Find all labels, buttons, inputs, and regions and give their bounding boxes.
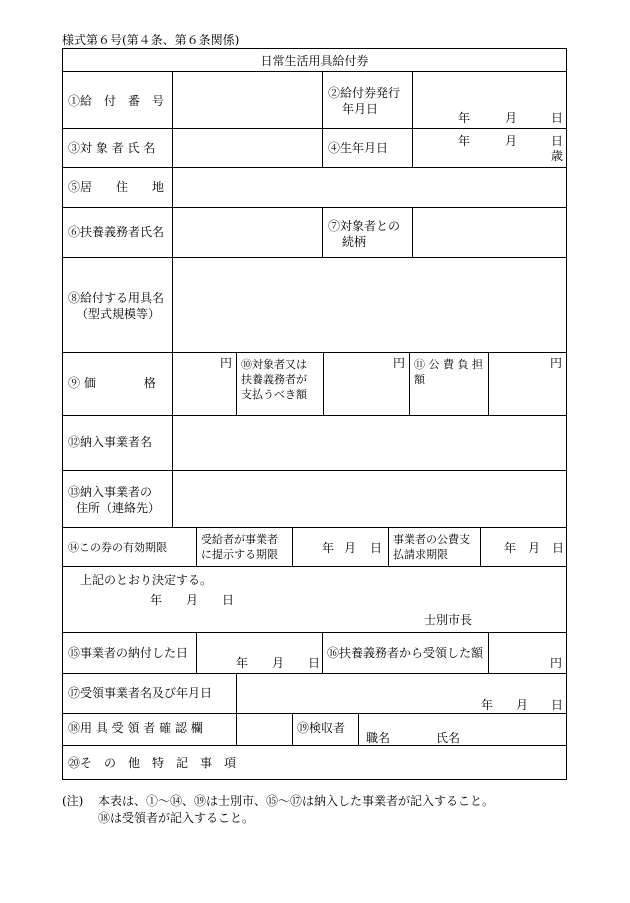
notes-label: (注) bbox=[62, 794, 84, 808]
claim-day-unit: 日 bbox=[552, 541, 565, 555]
claim-deadline-label: 事業者の公費支 bbox=[393, 533, 470, 546]
claim-month-unit: 月 bbox=[528, 541, 541, 555]
item-label-2: （型式規模等） bbox=[76, 307, 161, 321]
claim-year-unit: 年 bbox=[504, 541, 517, 555]
relation-label-2: 続柄 bbox=[342, 235, 367, 249]
validity-label: ⑭この券の有効期限 bbox=[68, 541, 167, 554]
relation-label: ⑦対象者との bbox=[328, 219, 401, 233]
delivery-date-label: ⑮事業者の納付した日 bbox=[68, 646, 189, 660]
receipt-year-unit: 年 bbox=[481, 698, 494, 712]
delivery-day-unit: 日 bbox=[308, 656, 321, 670]
subject-pay-yen-unit: 円 bbox=[393, 356, 406, 370]
voucher-number-label: ①給 付 番 号 bbox=[68, 94, 165, 108]
address-label: ⑤居 住 地 bbox=[68, 180, 165, 194]
claim-deadline-label-2: 払請求期限 bbox=[393, 548, 448, 561]
receipt-month-unit: 月 bbox=[516, 698, 529, 712]
supplier-name-label: ⑫納入事業者名 bbox=[68, 435, 153, 449]
issue-date-label-2: 年月日 bbox=[342, 102, 379, 116]
remarks-label: ⑳そ の 他 特 記 事 項 bbox=[68, 756, 237, 770]
item-label: ⑧給付する用具名 bbox=[68, 291, 165, 305]
job-title-label: 職名 bbox=[366, 731, 391, 745]
issue-year-unit: 年 bbox=[458, 111, 471, 125]
birth-year-unit: 年 bbox=[458, 134, 471, 148]
subject-name-label: ③対 象 者 氏 名 bbox=[68, 141, 156, 155]
age-unit: 歳 bbox=[551, 149, 564, 163]
form-title: 日常生活用具給付券 bbox=[260, 54, 369, 68]
birth-month-unit: 月 bbox=[505, 134, 518, 148]
decision-year-unit: 年 bbox=[150, 593, 163, 607]
receipt-business-label: ⑰受領事業者名及び年月日 bbox=[68, 686, 213, 700]
mayor-label: 士別市長 bbox=[424, 613, 473, 627]
notes-line-2: ⑱は受領者が記入すること。 bbox=[98, 811, 255, 825]
price-label: ⑨ 価 格 bbox=[68, 376, 156, 390]
present-month-unit: 月 bbox=[344, 541, 357, 555]
decision-day-unit: 日 bbox=[222, 593, 235, 607]
present-deadline-label-2: に提示する期限 bbox=[201, 548, 278, 561]
price-yen-unit: 円 bbox=[220, 356, 233, 370]
decision-text: 上記のとおり決定する。 bbox=[80, 573, 213, 587]
issue-month-unit: 月 bbox=[505, 111, 518, 125]
public-burden-label: ⑪ 公 費 負 担 bbox=[414, 358, 483, 371]
inspector-label: ⑲検収者 bbox=[297, 721, 346, 735]
subject-pay-label-2: 扶養義務者が bbox=[241, 373, 307, 386]
birth-date-label: ④生年月日 bbox=[328, 141, 389, 155]
guardian-name-label: ⑥扶養義務者氏名 bbox=[68, 225, 165, 239]
issue-day-unit: 日 bbox=[551, 111, 564, 125]
issue-date-label: ②給付券発行 bbox=[328, 86, 401, 100]
public-burden-yen-unit: 円 bbox=[550, 356, 563, 370]
notes-line-1: 本表は、①～⑭、⑲は士別市、⑮～⑰は納入した事業者が記入すること。 bbox=[98, 794, 495, 808]
received-yen-unit: 円 bbox=[550, 656, 563, 670]
form-number: 様式第６号(第４条、第６条関係) bbox=[62, 33, 240, 47]
supplier-address-label: ⑬納入事業者の bbox=[68, 485, 153, 499]
subject-pay-label-3: 支払うべき額 bbox=[241, 388, 307, 401]
delivery-year-unit: 年 bbox=[236, 656, 249, 670]
public-burden-label-2: 額 bbox=[414, 373, 425, 386]
receipt-day-unit: 日 bbox=[551, 698, 564, 712]
person-name-label: 氏名 bbox=[436, 731, 461, 745]
recipient-confirm-label: ⑱用 具 受 領 者 確 認 欄 bbox=[68, 721, 203, 735]
delivery-month-unit: 月 bbox=[272, 656, 285, 670]
subject-pay-label: ⑩対象者又は bbox=[241, 358, 307, 371]
supplier-address-label-2: 住所（連絡先） bbox=[76, 501, 161, 515]
birth-day-unit: 日 bbox=[551, 134, 564, 148]
received-amount-label: ⑯扶養義務者から受領した額 bbox=[327, 646, 484, 660]
present-year-unit: 年 bbox=[322, 541, 335, 555]
present-day-unit: 日 bbox=[370, 541, 383, 555]
decision-month-unit: 月 bbox=[186, 593, 199, 607]
present-deadline-label: 受給者が事業者 bbox=[201, 533, 278, 546]
